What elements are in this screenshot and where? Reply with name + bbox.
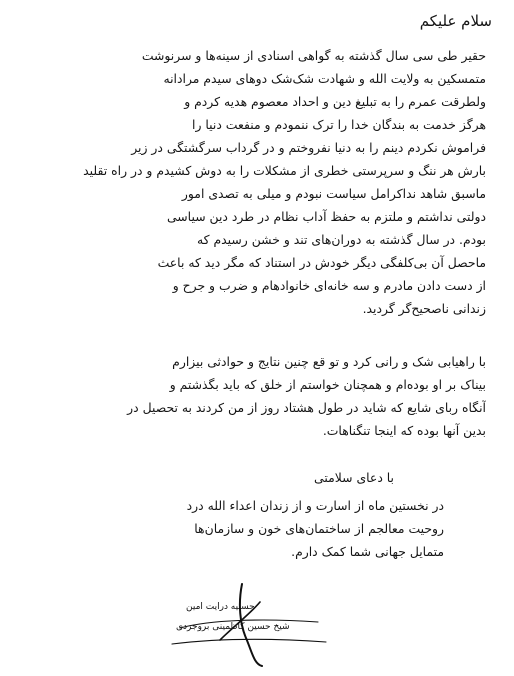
signature-line-1: حسنیه درایت امین (186, 602, 255, 612)
letter-body-line: ماحصل آن بی‌کلفگی دیگر خودش در استناد که مگر دید که باعث (157, 255, 486, 270)
letter-closing-line: روحیت معالجم از ساختمان‌های خون و ساز‌مان‌ها (194, 521, 444, 536)
letter-body-line: حقیر طی سی سال گذشته به گواهی اسنادی از سینه‌ها و سرنوشت (141, 48, 486, 63)
letter-para2-line: آنگاه ربای شایع که شاید در طول هشتاد روز از من کردند به تحصیل در (127, 400, 486, 415)
letter-para2-line: با راهیابی شک و رانی کرد و تو قع چنین نتایج و حوادثی بیزارم (172, 354, 486, 369)
letter-body-line: دولتی نداشتم و ملتزم به حفظ آداب نظام در طرد دین سیاسی (166, 209, 486, 224)
letter-body-line: ولطرقت عمرم را به تبلیغ دین و احداد معصوم هدیه کردم و (184, 94, 486, 109)
letter-closing (64, 494, 444, 563)
letter-body-line: زندانی ناصحیح‌گر گردید. (362, 301, 486, 316)
letter-body-line: بارش هر ننگ و سرپرستی خطری از مشکلات را به دوش کشیدم و در راه تقلید (83, 163, 486, 178)
letter-body-line: ماسبق شاهد نداکرامل سیاست نبودم و میلی به تصدی امور (181, 186, 486, 201)
letter-para2-line: بیناک بر او بوده‌ام و همچنان خواستم از خلق که باید بگذشتم و (169, 377, 486, 392)
letter-paragraph-2 (41, 350, 486, 442)
letter-para2-line: بدین آنها بوده که اینجا تنگناهات. (322, 423, 486, 438)
letter-greeting: سلام علیکم (419, 12, 492, 30)
letter-body-line: بودم. در سال گذشته به دوران‌های تند و خشن رسیدم که (197, 232, 486, 247)
letter-body (26, 44, 486, 320)
letter-body-line: فراموش نکردم دینم را به دنیا نفروختم و در گرداب سرگشتگی در زیر (131, 140, 486, 155)
letter-closing-line: متمایل جهانی شما کمک دارم. (291, 544, 444, 559)
letter-closing-intro: با دعای سلامتی (314, 470, 394, 485)
letter-body-line: متمسکین به ولایت الله و شهادت شک‌شک دوهای سیدم مرادانه (163, 71, 486, 86)
letter-body-line: از دست دادن مادرم و سه خانه‌ای خانوادهام و ضرب و جرح و (172, 278, 486, 293)
letter-body-line: هرگز خدمت به بندگان خدا را ترک ننمودم و منفعت دنیا را (192, 117, 486, 132)
signature-line-2: شیخ حسین کاظمینی بروجردی (176, 622, 290, 632)
letter-closing-line: در نخستین ماه از اسارت و از زندان اعداء الله درد (186, 498, 444, 513)
